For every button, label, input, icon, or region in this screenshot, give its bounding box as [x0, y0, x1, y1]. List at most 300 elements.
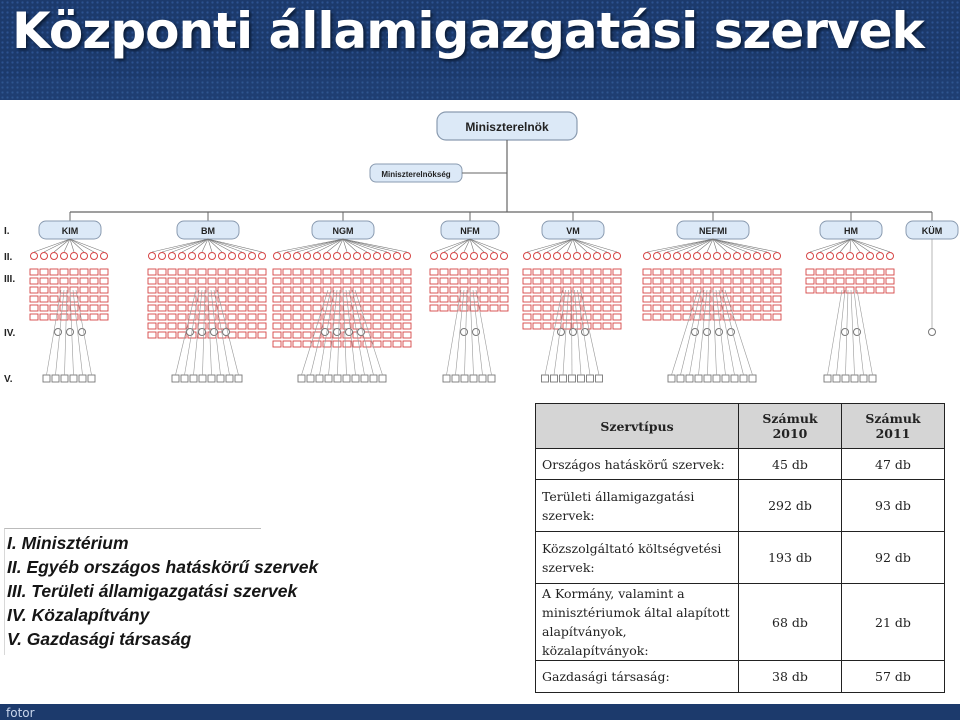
red-box-node — [238, 296, 246, 302]
red-box-node — [403, 269, 411, 275]
red-box-node — [313, 278, 321, 284]
red-circle-node — [564, 253, 571, 260]
red-box-node — [60, 269, 68, 275]
red-box-node — [563, 323, 571, 329]
red-box-node — [490, 278, 498, 284]
red-box-node — [158, 287, 166, 293]
red-box-node — [363, 296, 371, 302]
red-box-node — [876, 269, 884, 275]
red-box-node — [673, 269, 681, 275]
red-box-node — [273, 323, 281, 329]
red-box-node — [543, 296, 551, 302]
red-box-node — [500, 287, 508, 293]
company-node — [860, 375, 867, 382]
red-circle-node — [51, 253, 58, 260]
red-box-node — [403, 287, 411, 293]
red-box-node — [323, 296, 331, 302]
red-box-node — [450, 296, 458, 302]
red-box-node — [273, 296, 281, 302]
footer-strip — [0, 704, 960, 720]
red-box-node — [733, 305, 741, 311]
red-box-node — [248, 323, 256, 329]
red-circle-node — [847, 253, 854, 260]
red-circle-node — [867, 253, 874, 260]
red-box-node — [30, 314, 38, 320]
red-box-node — [593, 269, 601, 275]
red-box-node — [188, 278, 196, 284]
red-box-node — [613, 287, 621, 293]
red-box-node — [543, 314, 551, 320]
red-box-node — [293, 296, 301, 302]
red-box-node — [440, 296, 448, 302]
company-node — [869, 375, 876, 382]
company-node — [542, 375, 549, 382]
red-box-node — [343, 287, 351, 293]
red-box-node — [70, 305, 78, 311]
red-box-node — [363, 287, 371, 293]
company-node — [352, 375, 359, 382]
row-2011: 57 db — [842, 661, 945, 693]
red-box-node — [543, 278, 551, 284]
red-box-node — [703, 278, 711, 284]
legend-item-public-foundation: IV. Közalapítvány — [7, 605, 150, 625]
company-node — [686, 375, 693, 382]
red-box-node — [673, 305, 681, 311]
red-box-node — [80, 305, 88, 311]
red-box-node — [228, 314, 236, 320]
red-box-node — [258, 323, 266, 329]
red-box-node — [653, 305, 661, 311]
red-box-node — [533, 269, 541, 275]
red-box-node — [553, 269, 561, 275]
red-box-node — [283, 296, 291, 302]
red-box-node — [403, 314, 411, 320]
connector-line — [667, 239, 713, 252]
ministry-label: HM — [844, 226, 858, 236]
red-box-node — [653, 269, 661, 275]
red-box-node — [383, 269, 391, 275]
company-node — [370, 375, 377, 382]
red-box-node — [158, 296, 166, 302]
red-box-node — [248, 287, 256, 293]
red-box-node — [713, 287, 721, 293]
red-box-node — [313, 296, 321, 302]
red-box-node — [673, 287, 681, 293]
ministry-label: NFM — [460, 226, 480, 236]
red-box-node — [393, 341, 401, 347]
red-box-node — [693, 296, 701, 302]
connector-line — [527, 239, 573, 252]
foundation-node — [716, 329, 723, 336]
red-box-node — [430, 269, 438, 275]
red-box-node — [178, 314, 186, 320]
red-circle-node — [714, 253, 721, 260]
red-box-node — [383, 305, 391, 311]
red-box-node — [480, 305, 488, 311]
red-box-node — [303, 287, 311, 293]
red-box-node — [480, 269, 488, 275]
red-circle-node — [384, 253, 391, 260]
company-node — [70, 375, 77, 382]
connector-line — [44, 239, 70, 252]
table-row — [536, 449, 945, 480]
red-box-node — [283, 287, 291, 293]
red-box-node — [293, 305, 301, 311]
foundation-node — [55, 329, 62, 336]
connector-line — [343, 239, 377, 252]
red-box-node — [168, 314, 176, 320]
red-box-node — [208, 305, 216, 311]
level-label: III. — [4, 274, 16, 285]
red-box-node — [543, 287, 551, 293]
row-type: Területi államigazgatási szervek: — [536, 480, 739, 532]
red-box-node — [866, 278, 874, 284]
red-box-node — [383, 278, 391, 284]
legend-item-ministry: I. Minisztérium — [7, 533, 129, 553]
red-box-node — [313, 305, 321, 311]
red-box-node — [293, 278, 301, 284]
row-type: Közszolgáltató költségvetési szervek: — [536, 532, 739, 584]
red-box-node — [178, 269, 186, 275]
red-box-node — [238, 269, 246, 275]
red-box-node — [353, 269, 361, 275]
red-circle-node — [694, 253, 701, 260]
connector-line — [297, 239, 343, 252]
red-box-node — [273, 305, 281, 311]
statistics-table — [535, 403, 945, 693]
red-box-node — [393, 296, 401, 302]
red-box-node — [40, 287, 48, 293]
red-box-node — [248, 314, 256, 320]
row-2011: 92 db — [842, 532, 945, 584]
red-box-node — [363, 305, 371, 311]
red-box-node — [846, 278, 854, 284]
red-box-node — [763, 314, 771, 320]
company-node — [587, 375, 594, 382]
red-box-node — [430, 287, 438, 293]
red-box-node — [753, 269, 761, 275]
connector-line — [713, 239, 747, 252]
red-box-node — [523, 305, 531, 311]
connector-line — [722, 290, 744, 375]
red-box-node — [480, 278, 488, 284]
red-box-node — [148, 314, 156, 320]
red-box-node — [353, 287, 361, 293]
red-box-node — [743, 314, 751, 320]
red-box-node — [450, 287, 458, 293]
red-box-node — [500, 269, 508, 275]
red-box-node — [373, 305, 381, 311]
red-box-node — [430, 305, 438, 311]
red-box-node — [393, 323, 401, 329]
red-box-node — [273, 341, 281, 347]
red-circle-node — [524, 253, 531, 260]
red-box-node — [583, 296, 591, 302]
red-box-node — [303, 305, 311, 311]
company-node — [560, 375, 567, 382]
red-box-node — [393, 332, 401, 338]
red-box-node — [373, 296, 381, 302]
red-box-node — [653, 278, 661, 284]
red-box-node — [343, 341, 351, 347]
red-box-node — [178, 278, 186, 284]
red-box-node — [283, 341, 291, 347]
red-box-node — [450, 305, 458, 311]
red-box-node — [573, 278, 581, 284]
red-box-node — [100, 314, 108, 320]
row-type: Országos hatáskörű szervek: — [536, 449, 739, 480]
red-box-node — [148, 332, 156, 338]
company-node — [190, 375, 197, 382]
title-bar — [0, 0, 960, 78]
red-box-node — [653, 287, 661, 293]
red-circle-node — [807, 253, 814, 260]
red-box-node — [826, 278, 834, 284]
red-box-node — [30, 269, 38, 275]
red-box-node — [643, 287, 651, 293]
connector-line — [444, 239, 470, 252]
red-box-node — [258, 278, 266, 284]
foundation-node — [570, 329, 577, 336]
red-box-node — [693, 278, 701, 284]
row-2011: 93 db — [842, 480, 945, 532]
red-circle-node — [501, 253, 508, 260]
red-box-node — [480, 287, 488, 293]
red-box-node — [763, 287, 771, 293]
red-box-node — [178, 305, 186, 311]
red-box-node — [403, 323, 411, 329]
red-box-node — [158, 332, 166, 338]
company-node — [343, 375, 350, 382]
red-box-node — [218, 269, 226, 275]
red-circle-node — [249, 253, 256, 260]
red-box-node — [70, 278, 78, 284]
red-circle-node — [219, 253, 226, 260]
red-box-node — [866, 287, 874, 293]
red-box-node — [293, 269, 301, 275]
company-node — [199, 375, 206, 382]
red-circle-node — [554, 253, 561, 260]
row-2010: 193 db — [739, 532, 842, 584]
red-circle-node — [31, 253, 38, 260]
row-2010: 68 db — [739, 584, 842, 661]
red-box-node — [663, 278, 671, 284]
red-box-node — [603, 278, 611, 284]
red-box-node — [353, 323, 361, 329]
red-box-node — [248, 305, 256, 311]
row-2010: 45 db — [739, 449, 842, 480]
company-node — [488, 375, 495, 382]
foundation-node — [929, 329, 936, 336]
red-box-node — [440, 287, 448, 293]
red-box-node — [743, 269, 751, 275]
red-box-node — [480, 296, 488, 302]
red-box-node — [40, 314, 48, 320]
company-node — [235, 375, 242, 382]
red-box-node — [238, 323, 246, 329]
connector-line — [713, 239, 777, 252]
red-box-node — [440, 278, 448, 284]
red-box-node — [553, 296, 561, 302]
connector-line — [343, 239, 407, 252]
red-box-node — [743, 305, 751, 311]
red-box-node — [333, 269, 341, 275]
red-box-node — [613, 269, 621, 275]
red-box-node — [248, 332, 256, 338]
red-box-node — [753, 287, 761, 293]
red-box-node — [80, 269, 88, 275]
red-box-node — [158, 314, 166, 320]
red-box-node — [30, 305, 38, 311]
red-circle-node — [81, 253, 88, 260]
red-box-node — [258, 314, 266, 320]
row-2010: 38 db — [739, 661, 842, 693]
red-box-node — [208, 269, 216, 275]
company-node — [307, 375, 314, 382]
red-box-node — [583, 287, 591, 293]
red-circle-node — [684, 253, 691, 260]
red-box-node — [886, 278, 894, 284]
red-box-node — [303, 269, 311, 275]
connector-line — [820, 239, 851, 252]
red-box-node — [553, 278, 561, 284]
red-circle-node — [284, 253, 291, 260]
red-box-node — [80, 287, 88, 293]
red-box-node — [50, 287, 58, 293]
red-circle-node — [451, 253, 458, 260]
red-box-node — [238, 332, 246, 338]
red-box-node — [100, 269, 108, 275]
red-box-node — [383, 323, 391, 329]
red-box-node — [450, 278, 458, 284]
red-box-node — [500, 278, 508, 284]
red-box-node — [403, 341, 411, 347]
foundation-node — [461, 329, 468, 336]
level-label: V. — [4, 374, 13, 385]
red-box-node — [228, 278, 236, 284]
company-node — [677, 375, 684, 382]
red-circle-node — [274, 253, 281, 260]
red-circle-node — [324, 253, 331, 260]
red-box-node — [733, 287, 741, 293]
red-box-node — [100, 287, 108, 293]
red-circle-node — [394, 253, 401, 260]
red-box-node — [490, 305, 498, 311]
red-box-node — [198, 278, 206, 284]
red-box-node — [816, 269, 824, 275]
company-node — [479, 375, 486, 382]
red-box-node — [293, 341, 301, 347]
red-circle-node — [169, 253, 176, 260]
company-node — [298, 375, 305, 382]
company-node — [443, 375, 450, 382]
red-box-node — [313, 287, 321, 293]
red-box-node — [553, 323, 561, 329]
red-box-node — [273, 332, 281, 338]
red-box-node — [806, 287, 814, 293]
red-box-node — [753, 278, 761, 284]
red-box-node — [533, 287, 541, 293]
red-box-node — [440, 305, 448, 311]
connector-line — [851, 239, 870, 252]
red-box-node — [593, 278, 601, 284]
red-box-node — [293, 332, 301, 338]
red-box-node — [753, 296, 761, 302]
foundation-node — [854, 329, 861, 336]
red-box-node — [613, 323, 621, 329]
red-box-node — [763, 278, 771, 284]
red-box-node — [886, 269, 894, 275]
red-box-node — [258, 287, 266, 293]
page-title: Központi államigazgatási szervek — [12, 2, 924, 60]
red-box-node — [523, 323, 531, 329]
connector-line — [647, 239, 713, 252]
company-node — [226, 375, 233, 382]
red-box-node — [563, 269, 571, 275]
connector-line — [810, 239, 851, 252]
red-box-node — [90, 296, 98, 302]
red-box-node — [743, 278, 751, 284]
red-circle-node — [481, 253, 488, 260]
red-box-node — [653, 314, 661, 320]
red-box-node — [763, 305, 771, 311]
company-node — [452, 375, 459, 382]
company-node — [842, 375, 849, 382]
red-box-node — [158, 305, 166, 311]
red-box-node — [573, 296, 581, 302]
red-box-node — [523, 296, 531, 302]
red-box-node — [563, 278, 571, 284]
red-box-node — [403, 332, 411, 338]
table-row — [536, 584, 945, 661]
red-box-node — [816, 278, 824, 284]
red-box-node — [178, 296, 186, 302]
red-box-node — [393, 305, 401, 311]
red-box-node — [470, 305, 478, 311]
red-circle-node — [71, 253, 78, 260]
red-box-node — [693, 287, 701, 293]
red-box-node — [713, 278, 721, 284]
red-box-node — [50, 296, 58, 302]
red-box-node — [846, 287, 854, 293]
red-box-node — [403, 305, 411, 311]
red-circle-node — [887, 253, 894, 260]
red-box-node — [743, 287, 751, 293]
red-circle-node — [404, 253, 411, 260]
red-box-node — [733, 278, 741, 284]
red-circle-node — [461, 253, 468, 260]
red-box-node — [430, 296, 438, 302]
red-box-node — [90, 305, 98, 311]
red-circle-node — [664, 253, 671, 260]
red-box-node — [603, 269, 611, 275]
red-box-node — [283, 269, 291, 275]
red-circle-node — [471, 253, 478, 260]
foundation-node — [211, 329, 218, 336]
red-box-node — [683, 287, 691, 293]
red-box-node — [283, 278, 291, 284]
red-box-node — [258, 305, 266, 311]
company-node — [43, 375, 50, 382]
red-box-node — [383, 296, 391, 302]
red-box-node — [613, 314, 621, 320]
red-box-node — [100, 278, 108, 284]
foundation-node — [473, 329, 480, 336]
red-box-node — [303, 278, 311, 284]
red-box-node — [460, 278, 468, 284]
red-box-node — [178, 323, 186, 329]
red-box-node — [363, 278, 371, 284]
